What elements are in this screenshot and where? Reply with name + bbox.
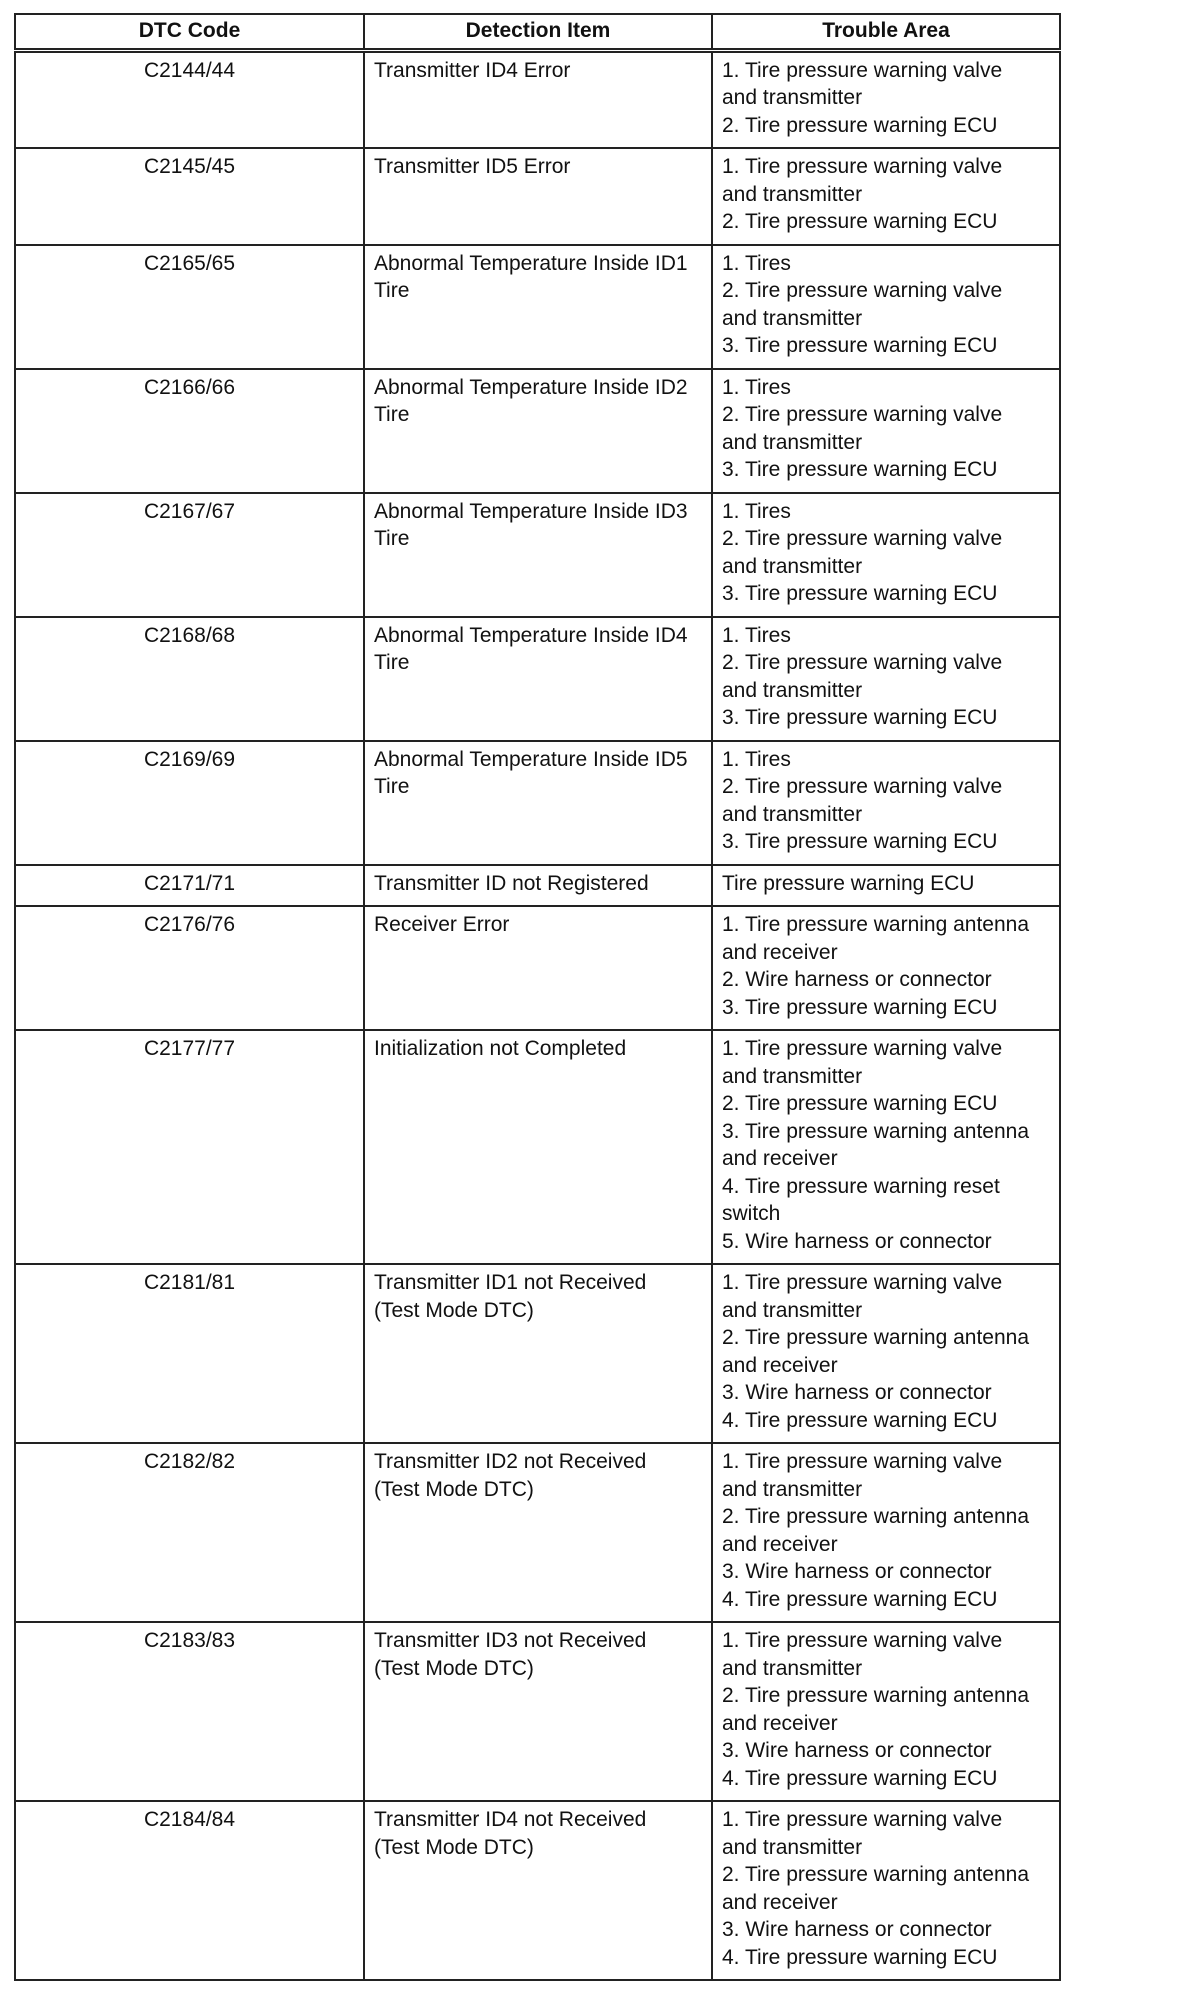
trouble-area-cell	[712, 369, 1060, 493]
trouble-area-line: and receiver	[722, 1353, 838, 1377]
trouble-area-cell	[712, 493, 1060, 617]
trouble-area-line: 2. Tire pressure warning antenna	[722, 1684, 1030, 1707]
detection-item-line: Tire	[374, 403, 410, 426]
trouble-area-cell	[712, 741, 1060, 865]
table-row	[15, 741, 1060, 865]
dtc-code-cell: C2181/81	[15, 1264, 364, 1443]
trouble-area-line: 2. Tire pressure warning ECU	[722, 113, 998, 137]
header-trouble-area: Trouble Area	[712, 14, 1060, 50]
detection-item-cell	[364, 906, 712, 1030]
detection-item-line: Transmitter ID4 Error	[374, 58, 571, 82]
dtc-code-cell: C2165/65	[15, 245, 364, 369]
trouble-area-line: and transmitter	[722, 1477, 863, 1501]
detection-item-cell	[364, 50, 712, 148]
trouble-area-cell	[712, 1264, 1060, 1443]
trouble-area-line: and receiver	[722, 1532, 838, 1556]
trouble-area-line: 2. Tire pressure warning antenna	[722, 1326, 1030, 1349]
detection-item-cell	[364, 369, 712, 493]
dtc-code-cell: C2176/76	[15, 906, 364, 1030]
detection-item-cell	[364, 617, 712, 741]
trouble-area-line: 2. Tire pressure warning ECU	[722, 210, 998, 233]
trouble-area-line: 1. Tires	[722, 747, 791, 771]
detection-item-line: Transmitter ID4 not Received	[374, 1808, 647, 1831]
dtc-code-cell: C2171/71	[15, 865, 364, 907]
trouble-area-cell	[712, 50, 1060, 148]
dtc-code-cell: C2184/84	[15, 1801, 364, 1980]
detection-item-line: Transmitter ID2 not Received	[374, 1450, 647, 1473]
trouble-area-line: 2. Tire pressure warning valve	[722, 403, 1003, 426]
dtc-code-cell: C2168/68	[15, 617, 364, 741]
trouble-area-line: 1. Tires	[722, 499, 791, 523]
detection-item-line: Transmitter ID5 Error	[374, 155, 571, 178]
trouble-area-line: 4. Tire pressure warning ECU	[722, 1408, 998, 1432]
table-row	[15, 50, 1060, 148]
trouble-area-line: 2. Wire harness or connector	[722, 968, 992, 991]
detection-item-cell	[364, 493, 712, 617]
table-row	[15, 906, 1060, 1030]
dtc-table	[14, 13, 1061, 1981]
trouble-area-line: 1. Tire pressure warning antenna	[722, 913, 1030, 936]
detection-item-line: Tire	[374, 775, 410, 798]
trouble-area-line: and transmitter	[722, 678, 863, 702]
trouble-area-line: 2. Tire pressure warning antenna	[722, 1863, 1030, 1886]
trouble-area-line: 3. Tire pressure warning ECU	[722, 458, 998, 481]
trouble-area-line: switch	[722, 1202, 781, 1225]
trouble-area-line: Tire pressure warning ECU	[722, 871, 975, 895]
trouble-area-line: 3. Tire pressure warning antenna	[722, 1119, 1030, 1143]
detection-item-line: (Test Mode DTC)	[374, 1835, 534, 1859]
header-row	[15, 14, 1060, 50]
trouble-area-line: 3. Wire harness or connector	[722, 1918, 992, 1941]
trouble-area-cell	[712, 1801, 1060, 1980]
header-detection-item: Detection Item	[364, 14, 712, 50]
trouble-area-line: 4. Tire pressure warning ECU	[722, 1587, 998, 1611]
table-row	[15, 1443, 1060, 1622]
detection-item-line: Abnormal Temperature Inside ID3	[374, 499, 688, 523]
trouble-area-line: 3. Tire pressure warning ECU	[722, 582, 998, 605]
trouble-area-cell	[712, 617, 1060, 741]
trouble-area-line: and transmitter	[722, 182, 863, 206]
trouble-area-line: 2. Tire pressure warning antenna	[722, 1505, 1030, 1528]
detection-item-line: Abnormal Temperature Inside ID4	[374, 623, 688, 647]
table-row	[15, 1264, 1060, 1443]
dtc-code-cell: C2169/69	[15, 741, 364, 865]
detection-item-cell	[364, 1622, 712, 1801]
trouble-area-line: and transmitter	[722, 1835, 863, 1859]
trouble-area-line: and transmitter	[722, 554, 863, 578]
detection-item-line: Transmitter ID not Registered	[374, 871, 649, 895]
trouble-area-cell	[712, 865, 1060, 907]
detection-item-line: Transmitter ID3 not Received	[374, 1629, 647, 1652]
trouble-area-line: 1. Tires	[722, 623, 791, 647]
detection-item-line: Abnormal Temperature Inside ID2	[374, 375, 688, 399]
trouble-area-line: 3. Tire pressure warning ECU	[722, 334, 998, 357]
detection-item-line: (Test Mode DTC)	[374, 1298, 534, 1322]
trouble-area-line: 1. Tire pressure warning valve	[722, 1450, 1003, 1473]
trouble-area-line: 3. Wire harness or connector	[722, 1381, 992, 1404]
trouble-area-line: 5. Wire harness or connector	[722, 1229, 992, 1253]
trouble-area-cell	[712, 148, 1060, 245]
dtc-table-container	[14, 13, 1059, 1981]
trouble-area-line: 1. Tires	[722, 251, 791, 275]
table-row	[15, 245, 1060, 369]
table-row	[15, 1030, 1060, 1264]
trouble-area-line: and receiver	[722, 1711, 838, 1735]
trouble-area-line: 1. Tire pressure warning valve	[722, 1629, 1003, 1652]
trouble-area-line: 2. Tire pressure warning ECU	[722, 1092, 998, 1115]
trouble-area-line: 2. Tire pressure warning valve	[722, 279, 1003, 302]
trouble-area-line: 2. Tire pressure warning valve	[722, 651, 1003, 674]
detection-item-line: Tire	[374, 651, 410, 674]
table-row	[15, 617, 1060, 741]
table-row	[15, 865, 1060, 907]
dtc-code-cell: C2166/66	[15, 369, 364, 493]
trouble-area-line: 3. Tire pressure warning ECU	[722, 706, 998, 729]
trouble-area-line: 1. Tire pressure warning valve	[722, 1271, 1003, 1294]
detection-item-line: Tire	[374, 279, 410, 302]
table-body	[15, 50, 1060, 1980]
detection-item-cell	[364, 1030, 712, 1264]
trouble-area-line: and transmitter	[722, 802, 863, 826]
trouble-area-cell	[712, 1030, 1060, 1264]
trouble-area-line: and transmitter	[722, 1064, 863, 1088]
trouble-area-line: and transmitter	[722, 430, 863, 454]
dtc-code-cell: C2183/83	[15, 1622, 364, 1801]
trouble-area-line: and receiver	[722, 1890, 838, 1914]
trouble-area-line: and transmitter	[722, 306, 863, 330]
trouble-area-line: 4. Tire pressure warning ECU	[722, 1945, 998, 1969]
trouble-area-line: and receiver	[722, 1147, 838, 1170]
trouble-area-line: 1. Tires	[722, 375, 791, 399]
dtc-code-cell: C2167/67	[15, 493, 364, 617]
dtc-code-cell: C2144/44	[15, 50, 364, 148]
trouble-area-line: 1. Tire pressure warning valve	[722, 58, 1003, 82]
detection-item-line: Transmitter ID1 not Received	[374, 1271, 647, 1294]
header-dtc-code: DTC Code	[15, 14, 364, 50]
dtc-code-cell: C2182/82	[15, 1443, 364, 1622]
detection-item-cell	[364, 865, 712, 907]
trouble-area-cell	[712, 1443, 1060, 1622]
detection-item-line: Initialization not Completed	[374, 1037, 627, 1060]
table-row	[15, 369, 1060, 493]
table-row	[15, 148, 1060, 245]
trouble-area-line: and transmitter	[722, 1656, 863, 1680]
trouble-area-line: 1. Tire pressure warning valve	[722, 1808, 1003, 1831]
detection-item-line: Tire	[374, 527, 410, 550]
detection-item-cell	[364, 1443, 712, 1622]
trouble-area-line: 3. Wire harness or connector	[722, 1739, 992, 1762]
table-row	[15, 1622, 1060, 1801]
detection-item-cell	[364, 245, 712, 369]
trouble-area-line: 2. Tire pressure warning valve	[722, 527, 1003, 550]
trouble-area-line: 2. Tire pressure warning valve	[722, 775, 1003, 798]
trouble-area-line: 3. Tire pressure warning ECU	[722, 995, 998, 1019]
trouble-area-line: and transmitter	[722, 1298, 863, 1322]
trouble-area-cell	[712, 245, 1060, 369]
table-header	[15, 14, 1060, 50]
detection-item-cell	[364, 1801, 712, 1980]
detection-item-line: (Test Mode DTC)	[374, 1477, 534, 1501]
trouble-area-line: 4. Tire pressure warning ECU	[722, 1766, 998, 1790]
trouble-area-line: 3. Tire pressure warning ECU	[722, 830, 998, 853]
dtc-code-cell: C2177/77	[15, 1030, 364, 1264]
trouble-area-line: 1. Tire pressure warning valve	[722, 155, 1003, 178]
detection-item-line: Abnormal Temperature Inside ID5	[374, 747, 688, 771]
detection-item-cell	[364, 741, 712, 865]
detection-item-line: (Test Mode DTC)	[374, 1656, 534, 1680]
trouble-area-line: and transmitter	[722, 86, 863, 109]
dtc-code-cell: C2145/45	[15, 148, 364, 245]
detection-item-cell	[364, 148, 712, 245]
trouble-area-line: and receiver	[722, 940, 838, 964]
table-row	[15, 493, 1060, 617]
trouble-area-cell	[712, 906, 1060, 1030]
table-row	[15, 1801, 1060, 1980]
detection-item-cell	[364, 1264, 712, 1443]
detection-item-line: Receiver Error	[374, 913, 510, 936]
detection-item-line: Abnormal Temperature Inside ID1	[374, 251, 688, 275]
trouble-area-cell	[712, 1622, 1060, 1801]
trouble-area-line: 1. Tire pressure warning valve	[722, 1037, 1003, 1060]
trouble-area-line: 4. Tire pressure warning reset	[722, 1174, 1000, 1198]
trouble-area-line: 3. Wire harness or connector	[722, 1560, 992, 1583]
